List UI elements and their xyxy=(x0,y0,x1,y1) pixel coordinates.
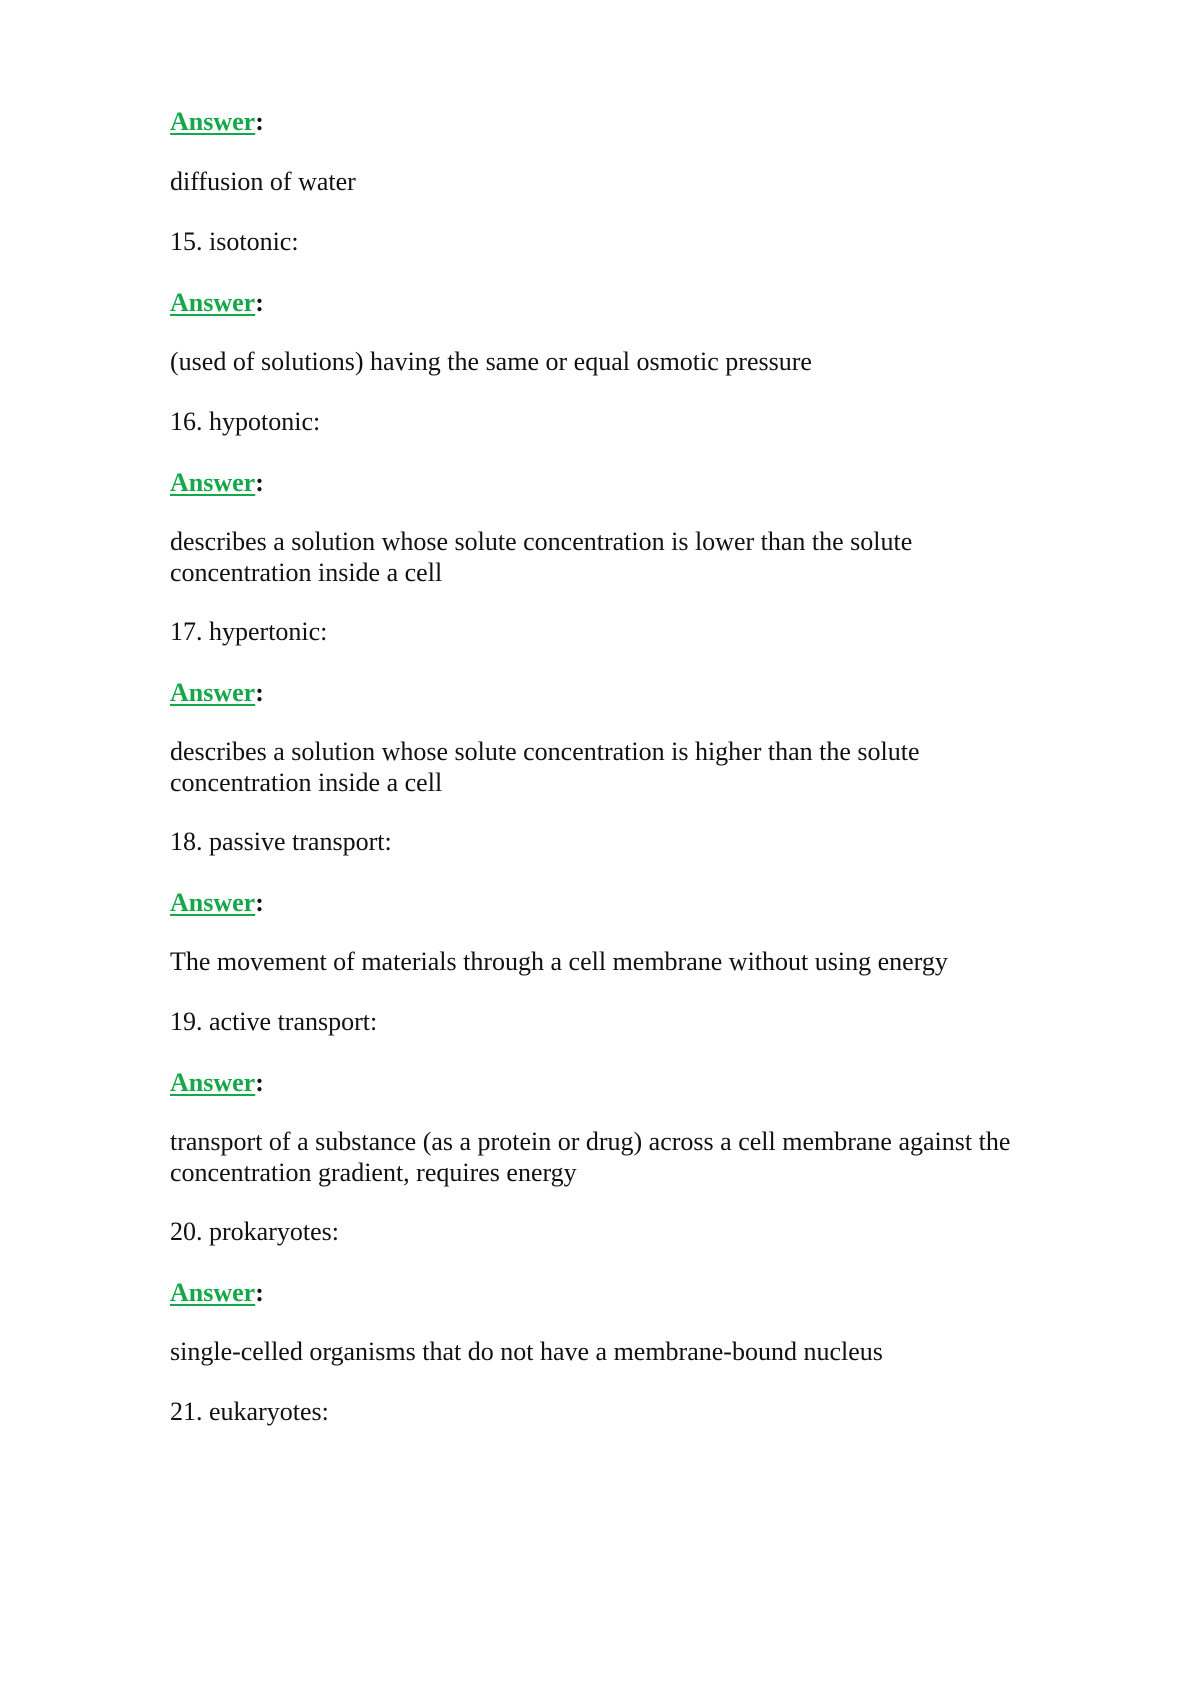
answer-colon: : xyxy=(255,107,264,136)
answer-link[interactable]: Answer xyxy=(170,468,256,497)
text-line: concentration gradient, requires energy xyxy=(170,1158,577,1187)
text-line: 18. passive transport: xyxy=(170,827,392,856)
text-line: 20. prokaryotes: xyxy=(170,1217,339,1246)
text-line: diffusion of water xyxy=(170,167,356,196)
answer-colon: : xyxy=(255,288,264,317)
answer-link[interactable]: Answer xyxy=(170,678,256,707)
text-line: 21. eukaryotes: xyxy=(170,1397,329,1426)
text-line: transport of a substance (as a protein or drug) across a cell membrane against the xyxy=(170,1127,1011,1156)
answer-heading xyxy=(170,1066,264,1099)
answer-colon: : xyxy=(255,888,264,917)
answer-heading xyxy=(170,676,264,709)
answer-link[interactable]: Answer xyxy=(170,288,256,317)
text-line: 17. hypertonic: xyxy=(170,617,328,646)
text-line: single-celled organisms that do not have a membrane-bound nucleus xyxy=(170,1337,883,1366)
text-line: (used of solutions) having the same or equal osmotic pressure xyxy=(170,347,812,376)
text-line: 16. hypotonic: xyxy=(170,407,321,436)
answer-heading xyxy=(170,286,264,319)
answer-heading xyxy=(170,886,264,919)
answer-colon: : xyxy=(255,1278,264,1307)
text-line: concentration inside a cell xyxy=(170,768,443,797)
text-line: describes a solution whose solute concentration is lower than the solute xyxy=(170,527,913,556)
text-line: describes a solution whose solute concentration is higher than the solute xyxy=(170,737,920,766)
answer-link[interactable]: Answer xyxy=(170,1278,256,1307)
answer-heading xyxy=(170,466,264,499)
text-line: The movement of materials through a cell membrane without using energy xyxy=(170,947,948,976)
answer-link[interactable]: Answer xyxy=(170,107,256,136)
text-line: concentration inside a cell xyxy=(170,558,443,587)
text-line: 19. active transport: xyxy=(170,1007,378,1036)
answer-colon: : xyxy=(255,1068,264,1097)
answer-colon: : xyxy=(255,678,264,707)
text-line: 15. isotonic: xyxy=(170,227,299,256)
answer-link[interactable]: Answer xyxy=(170,1068,256,1097)
answer-heading xyxy=(170,105,264,138)
answer-link[interactable]: Answer xyxy=(170,888,256,917)
answer-colon: : xyxy=(255,468,264,497)
answer-heading xyxy=(170,1276,264,1309)
